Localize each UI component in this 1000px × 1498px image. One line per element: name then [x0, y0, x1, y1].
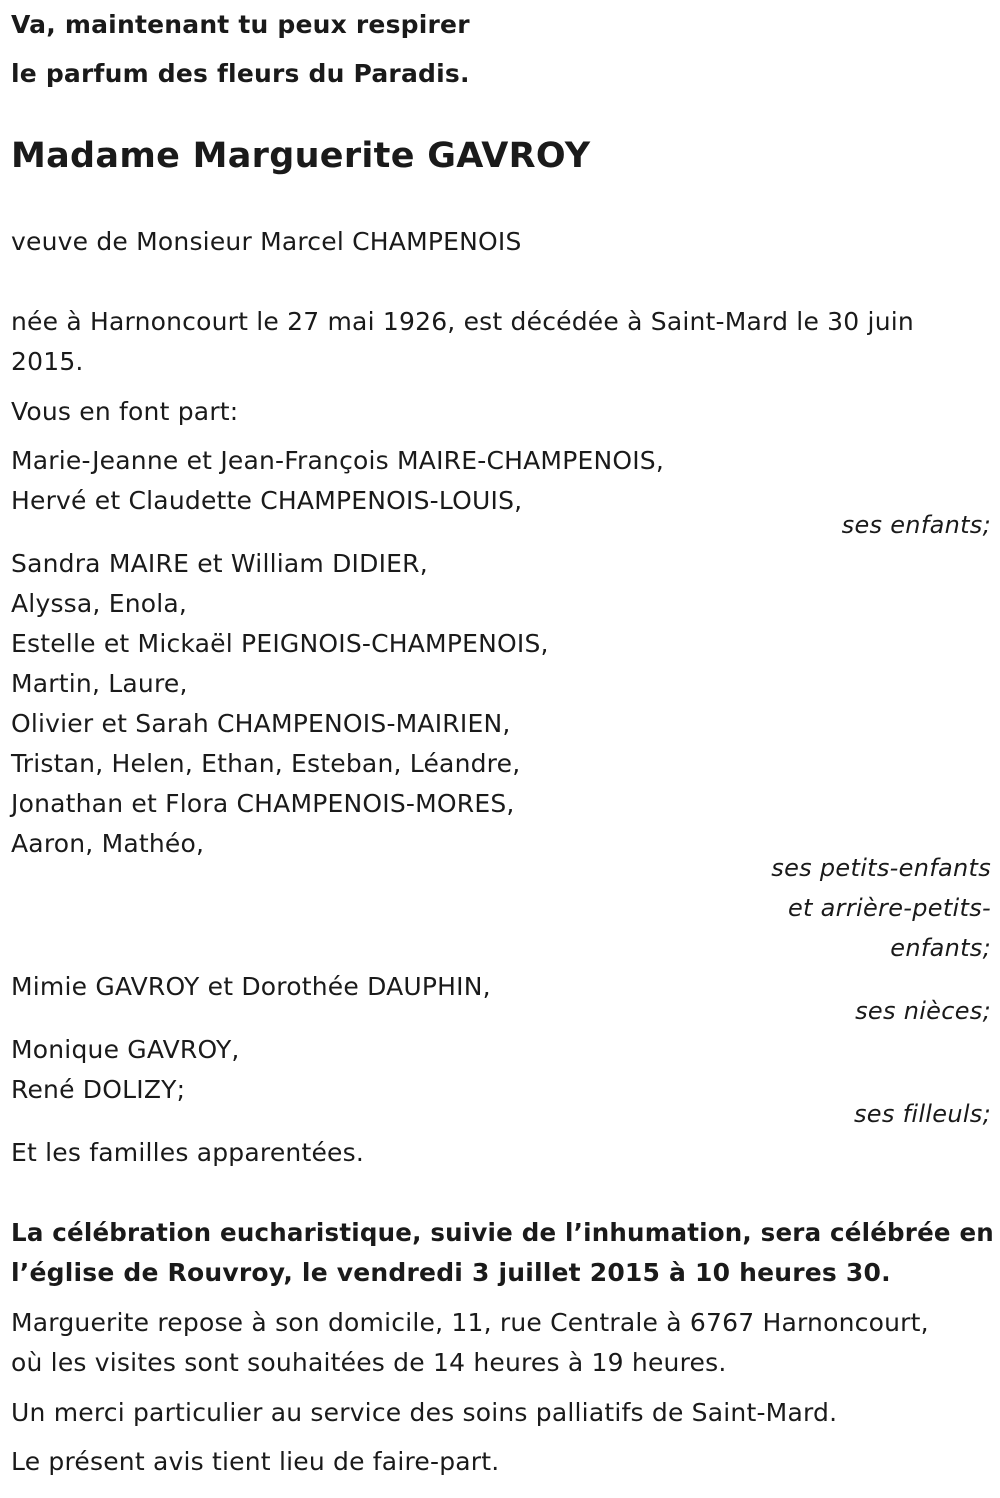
godchildren-line: René DOLIZY; — [11, 1075, 186, 1104]
announcement: Vous en font part: — [11, 397, 239, 426]
godchildren-line: Monique GAVROY, — [11, 1035, 240, 1064]
rest-line-1: Marguerite repose à son domicile, 11, rue Centrale à 6767 Harnoncourt, — [11, 1308, 929, 1337]
relation-grandchildren: enfants; — [890, 934, 991, 962]
epigraph-line-1: Va, maintenant tu peux respirer — [11, 10, 470, 39]
ceremony-line-2: l’église de Rouvroy, le vendredi 3 juillet 2015 à 10 heures 30. — [11, 1258, 891, 1287]
grandchildren-line: Olivier et Sarah CHAMPENOIS-MAIRIEN, — [11, 709, 511, 738]
thanks-line: Un merci particulier au service des soins palliatifs de Saint-Mard. — [11, 1398, 838, 1427]
relation-nieces: ses nièces; — [855, 997, 991, 1025]
children-line: Hervé et Claudette CHAMPENOIS-LOUIS, — [11, 486, 523, 515]
birth-death-line-2: 2015. — [11, 347, 84, 376]
relation-grandchildren: ses petits-enfants — [771, 854, 991, 882]
grandchildren-line: Martin, Laure, — [11, 669, 188, 698]
grandchildren-line: Jonathan et Flora CHAMPENOIS-MORES, — [11, 789, 515, 818]
birth-death-line-1: née à Harnoncourt le 27 mai 1926, est décédée à Saint-Mard le 30 juin — [11, 307, 914, 336]
relation-grandchildren: et arrière-petits- — [787, 894, 991, 922]
notice-line: Le présent avis tient lieu de faire-part. — [11, 1447, 500, 1476]
rest-line-2: où les visites sont souhaitées de 14 heures à 19 heures. — [11, 1348, 727, 1377]
grandchildren-line: Tristan, Helen, Ethan, Esteban, Léandre, — [11, 749, 521, 778]
families-line: Et les familles apparentées. — [11, 1138, 364, 1167]
relation-children: ses enfants; — [841, 511, 991, 539]
children-line: Marie-Jeanne et Jean-François MAIRE-CHAMPENOIS, — [11, 446, 665, 475]
deceased-name: Madame Marguerite GAVROY — [11, 136, 591, 176]
ceremony-line-1: La célébration eucharistique, suivie de l’inhumation, sera célébrée en — [11, 1218, 994, 1247]
grandchildren-line: Aaron, Mathéo, — [11, 829, 205, 858]
grandchildren-line: Estelle et Mickaël PEIGNOIS-CHAMPENOIS, — [11, 629, 549, 658]
nieces-line: Mimie GAVROY et Dorothée DAUPHIN, — [11, 972, 491, 1001]
relation-godchildren: ses filleuls; — [854, 1100, 991, 1128]
grandchildren-line: Sandra MAIRE et William DIDIER, — [11, 549, 428, 578]
widow-line: veuve de Monsieur Marcel CHAMPENOIS — [11, 227, 522, 256]
grandchildren-line: Alyssa, Enola, — [11, 589, 188, 618]
epigraph-line-2: le parfum des fleurs du Paradis. — [11, 59, 470, 88]
